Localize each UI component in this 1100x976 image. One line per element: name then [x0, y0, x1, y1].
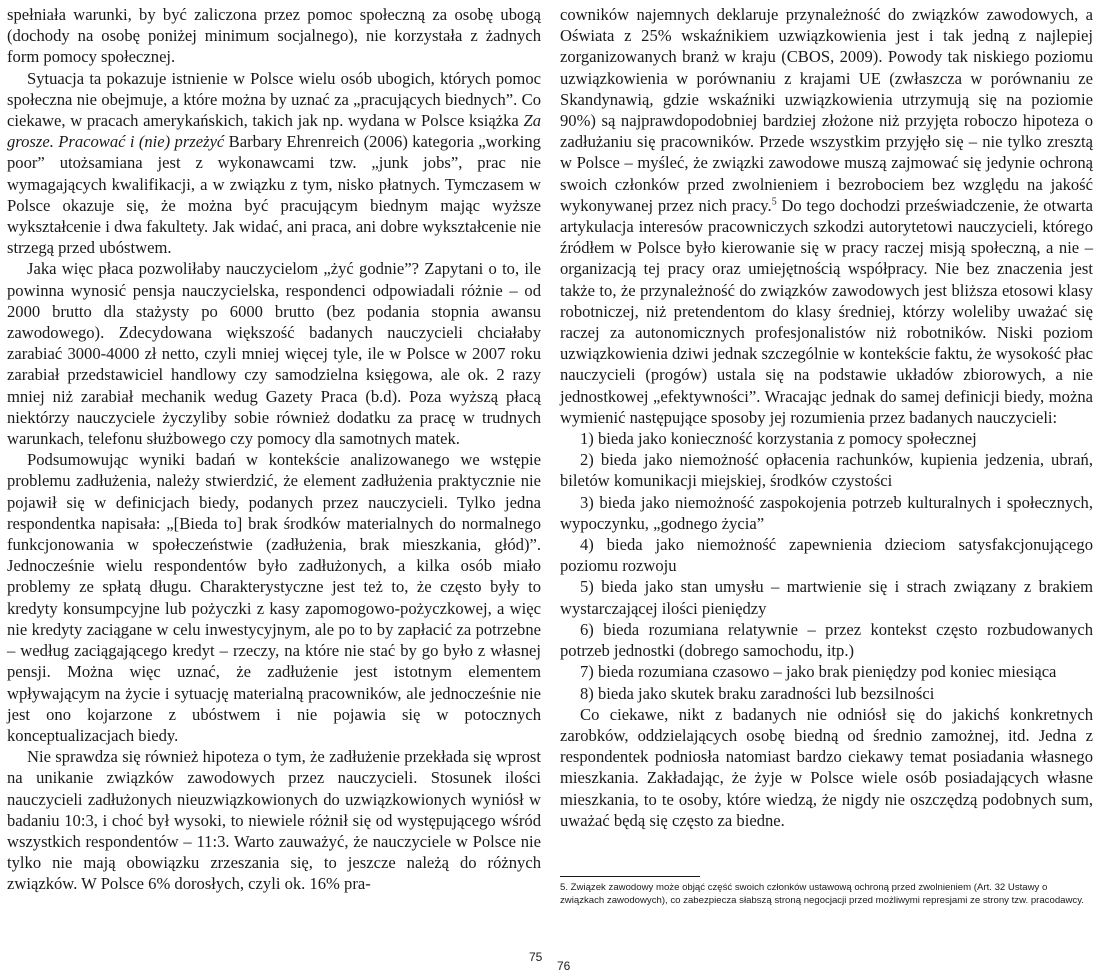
left-text-column	[7, 4, 541, 895]
paragraph	[560, 4, 1093, 428]
list-item: 2) bieda jako niemożność opłacenia rachunków, kupienia jedzenia, ubrań, biletów komunikacji miejskiej, środków czystości	[560, 450, 1093, 491]
page-number-left: 75	[529, 950, 543, 964]
list-item: 1) bieda jako konieczność korzystania z pomocy społecznej	[580, 429, 977, 449]
paragraph-text: Barbary Ehrenreich (2006) kategoria „working poor” utożsamiana jest z wykonawcami tzw. „junk jobs”, prac nie wymagających kwalifikacji, a w związku z tym, nisko płatnych. Tymczasem w Polsce okazuje się, że można być pracującym biednym mając wyższe wykształcenie i dwa fakultety. Jak widać, ani praca, ani dobre wykształcenie nie strzegą przed ubóstwem.	[7, 132, 541, 258]
list-item: 3) bieda jako niemożność zaspokojenia potrzeb kulturalnych i społecznych, wypoczynku, „godnego życia”	[560, 492, 1093, 533]
paragraph	[7, 68, 541, 259]
paragraph: spełniała warunki, by być zaliczona przez pomoc społeczną za osobę ubogą (dochody na osobę poniżej minimum socjalnego), nie korzystała z żadnych form pomocy społecznej.	[7, 5, 541, 67]
footnote: 5. Związek zawodowy może objąć część swoich członków ustawową ochroną przed zwolnieniem (Art. 32 Ustawy o związkach zawodowych), co zabezpiecza słabszą stroną negocjacji przed możliwymi represjami ze strony tzw. pracodawcy.	[560, 882, 1084, 906]
list-item: 6) bieda rozumiana relatywnie – przez kontekst często rozbudowanych potrzeb jednostki (dobrego samochodu, itp.)	[560, 619, 1093, 661]
footnote-reference: 5	[771, 196, 777, 208]
footnote-separator	[560, 876, 700, 877]
paragraph-text: cowników najemnych deklaruje przynależność do związków zawodowych, a Oświata z 25% wskaźnikiem uzwiązkowienia jest i tak jedną z najlepiej zorganizowanych branż w kraju (CBOS, 2009). Powody tak niskiego poziomu uzwiązkowienia w porównaniu z krajami UE (zwłaszcza w porównaniu ze Skandynawią, gdzie wskaźniki uzwiązkowienia utrzymują się na poziomie 90%) są najprawdopodobniej bardziej złożone niż przyjęta roboczo hipoteza o zadłużaniu się pracowników. Przede wszystkim przyjęło się – nie tylko zresztą w Polsce – myśleć, że związki zawodowe muszą zajmować się jedynie ochroną swoich członków przed zwolnieniem i bezrobociem bez względu na jakość wykonywanej przez nich pracy.	[560, 5, 1093, 215]
list-item: 4) bieda jako niemożność zapewnienia dzieciom satysfakcjonującego poziomu rozwoju	[560, 535, 1093, 576]
paragraph: Jaka więc płaca pozwoliłaby nauczycielom „żyć godnie”? Zapytani o to, ile powinna wynosić pensja nauczycielska, respondenci odpowiadali różnie – od 2000 brutto dla stażysty po 6000 brutto (bez podania stopnia awansu zawodowego). Zdecydowana większość badanych nauczycieli chciałaby zarabiać 3000-4000 zł netto, czyli mniej więcej tyle, ile w Polsce w 2007 roku zarabiał przedstawiciel handlowy czy samodzielna księgowa, ale ok. 2 razy mniej niż zarabiał mechanik wedug Gazety Praca (b.d). Poza wyższą płacą niektórzy nauczyciele życzyliby sobie również dodatku za pracę w trudnych warunkach, telefonu służbowego czy pomocy dla samotnych matek.	[7, 259, 541, 449]
list-item: 7) bieda rozumiana czasowo – jako brak pieniędzy pod koniec miesiąca	[580, 662, 1057, 682]
right-text-column	[560, 4, 1093, 831]
book-title: Za grosze. Pracować i (nie) przeżyć	[7, 111, 541, 152]
list-item: 8) bieda jako skutek braku zaradności lub bezsilności	[580, 683, 935, 703]
paragraph: Podsumowując wyniki badań w kontekście analizowanego we wstępie problemu zadłużenia, należy stwierdzić, że element zadłużenia praktycznie nie pojawił się w definicjach biedy, podanych przez nauczycieli. Tylko jedna respondentka napisała: „[Bieda to] brak środków materialnych do normalnego funkcjonowania w społeczeństwie (zadłużenia, brak mieszkania, głód)”. Jednocześnie wielu respondentów było zadłużonych, a kilka osób miało problemy ze spłatą długu. Charakterystyczne jest też to, że często były to kredyty konsumpcyjne lub pożyczki z kasy zapomogowo-pożyczkowej, a więc nie kredyty zaciągane w celu inwestycyjnym, ale po to by zapłacić za potrzebne – według zaciągającego kredyt – rzeczy, na które nie stać by go było z własnej pensji. Można więc uznać, że zadłużenie jest istotnym elementem wpływającym na życie i sytuację materialną pracowników, ale jednocześnie nie jest ono kojarzone z ubóstwem i nie pojawia się w potocznych konceptualizacjach biedy.	[7, 450, 541, 745]
paragraph: Co ciekawe, nikt z badanych nie odniósł się do jakichś konkretnych zarobków, oddzielających osobę biedną od średnio zamożnej, itd. Jedna z respondentek podniosła natomiast bardzo ciekawy temat posiadania własnego mieszkania. Zakładając, że żyje w Polsce wiele osób posiadających własne mieszkania, to te osoby, które wiedzą, że nigdy nie oszczędzą podobnych sum, uważać będą się często za biedne.	[560, 704, 1093, 830]
paragraph-text: Do tego dochodzi przeświadczenie, że otwarta artykulacja interesów pracowniczych szkodzi autorytetowi nauczycieli, którego źródłem w Polsce było kierowanie się w pracy raczej misją społeczną, a nie – organizacją tej pracy oraz umiejętnością współpracy. Nie bez znaczenia jest także to, że przynależność do związków zawodowych jest bliższa etosowi klasy robotniczej, niż pretendentom do klasy średniej, którzy woleliby uważać się raczej za autonomicznych profesjonalistów niż robotników. Niski poziom uzwiązkowienia dziwi jednak szczególnie w kontekście faktu, że wysokość płac nauczycieli (progów) ustala się na podstawie układów zbiorowych, a nie jednostkowej „efektywności”. Wracając jednak do samej definicji biedy, można wymienić następujące sposoby jej rozumienia przez badanych nauczycieli:	[560, 195, 1093, 427]
paragraph: Nie sprawdza się również hipoteza o tym, że zadłużenie przekłada się wprost na unikanie związków zawodowych przez nauczycieli. Stosunek ilości nauczycieli zadłużonych nieuzwiązkowionych do uzwiązkowionych wyniósł w badaniu 10:3, i choć był wysoki, to niewiele różnił się od występującego wśród wszystkich respondentów – 11:3. Warto zauważyć, że nauczyciele w Polsce nie tylko nie mają obowiązku zrzeszania się, to jeszcze należą do różnych związków. W Polsce 6% dorosłych, czyli ok. 16% pra-	[7, 747, 541, 894]
paragraph-text: Sytuacja ta pokazuje istnienie w Polsce wielu osób ubogich, których pomoc społeczna nie obejmuje, a które można by uznać za „pracujących biednych”. Co ciekawe, w pracach amerykańskich, takich jak np. wydana w Polsce książka	[7, 68, 541, 131]
list-item: 5) bieda jako stan umysłu – martwienie się i strach związany z brakiem wystarczającej ilości pieniędzy	[560, 577, 1093, 618]
page-number-right: 76	[557, 959, 571, 973]
